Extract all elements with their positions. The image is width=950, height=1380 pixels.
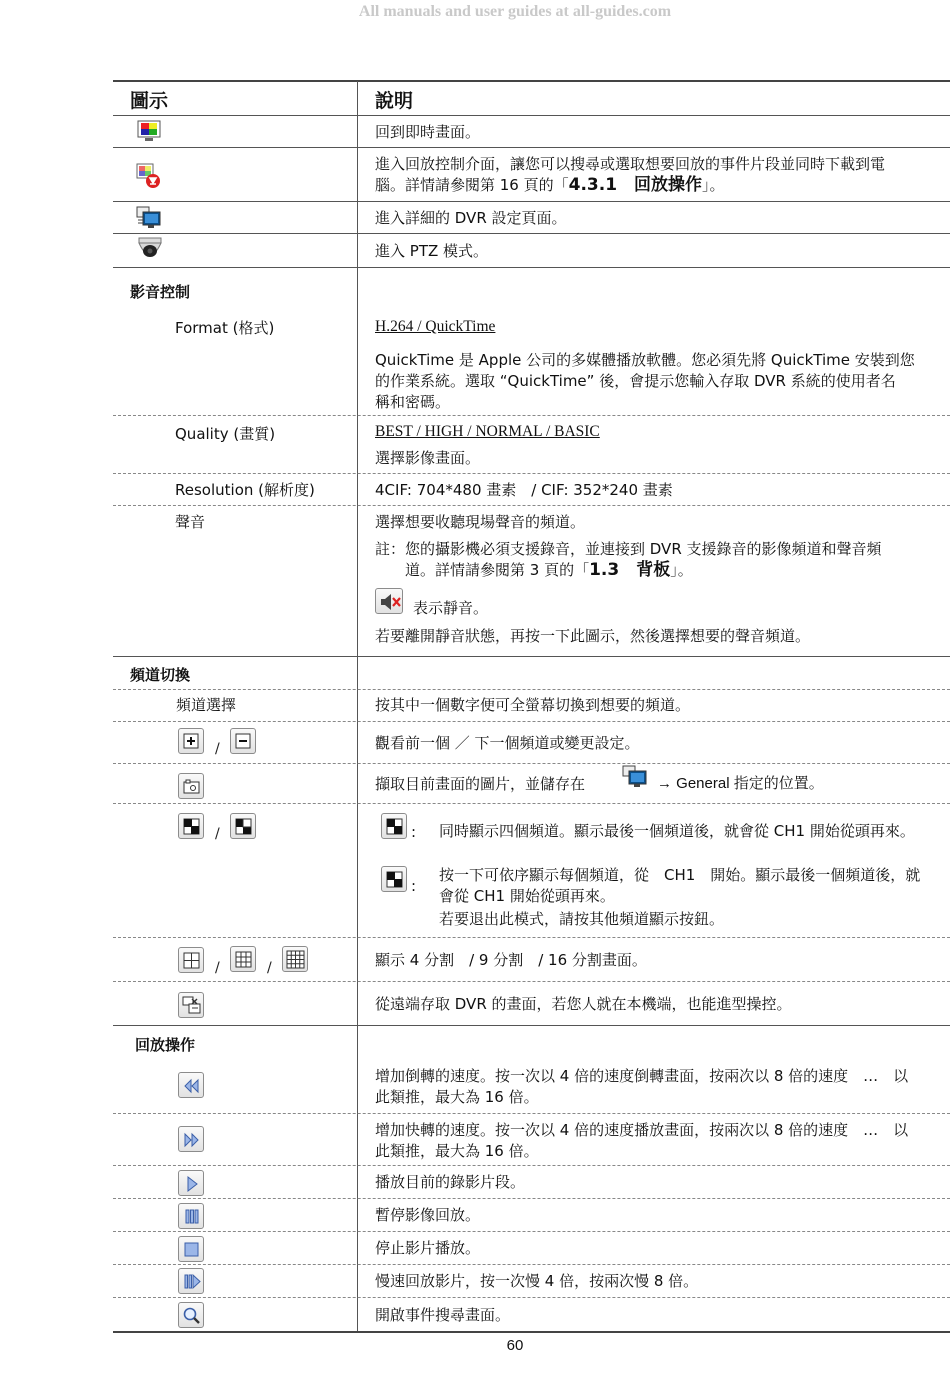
playback-ops-title: 回放操作 [135, 1036, 196, 1054]
playback-icon[interactable] [135, 162, 163, 194]
playback-desc-line1: 進入回放控制介面，讓您可以搜尋或選取想要回放的事件片段並同時下載到電 [375, 155, 886, 173]
av-control-title: 影音控制 [130, 283, 191, 301]
table-header [113, 80, 950, 116]
fast-forward-desc-line1: 增加快轉的速度。按一次以 4 倍的速度播放畫面，按兩次以 8 倍的速度 … 以 [375, 1121, 909, 1139]
table-row [113, 1265, 950, 1298]
table-bottom-rule [113, 1331, 950, 1333]
table-row [113, 1298, 950, 1331]
channel-select-desc: 按其中一個數字便可全螢幕切換到想要的頻道。 [375, 696, 691, 714]
sequence-desc-line1: 按一下可依序顯示每個頻道，從 CH1 開始。顯示最後一個頻道後，就 [439, 866, 921, 884]
channel-select-label: 頻道選擇 [176, 696, 237, 714]
snapshot-desc-a: 擷取目前畫面的圖片，並儲存在 [375, 775, 586, 793]
table-row [113, 202, 950, 234]
split-4-icon[interactable] [178, 947, 204, 973]
quad-view-icon[interactable] [178, 813, 204, 839]
table-row [113, 234, 950, 268]
sequence-desc-line2: 會從 CH1 開始從頭再來。 [439, 887, 615, 905]
live-view-desc: 回到即時畫面。 [375, 123, 481, 141]
section-header-av [113, 268, 950, 304]
live-view-icon[interactable] [137, 120, 161, 146]
slow-play-desc: 慢速回放影片，按一次慢 4 倍，按兩次慢 8 倍。 [375, 1272, 699, 1290]
slash-separator: / [215, 741, 220, 757]
table-row [113, 116, 950, 148]
table-row [113, 1166, 950, 1199]
page-number: 60 [506, 1337, 524, 1354]
table-row [113, 804, 950, 938]
sequence-view-icon [381, 866, 407, 892]
remote-desc: 從遠端存取 DVR 的畫面，若您人就在本機端，也能進型操控。 [375, 995, 792, 1013]
quad-view-desc: 同時顯示四個頻道。顯示最後一個頻道後，就會從 CH1 開始從頭再來。 [439, 822, 915, 840]
format-desc-line2: 的作業系統。選取 “QuickTime” 後，會提示您輸入存取 DVR 系統的使用者名 [375, 372, 896, 390]
playback-section-ref[interactable]: 4.3.1 回放操作 [568, 175, 703, 195]
back-panel-ref[interactable]: 1.3 背板 [589, 560, 671, 580]
table-row [113, 982, 950, 1026]
table-row [113, 689, 950, 722]
slash-separator: / [215, 826, 220, 842]
rewind-icon[interactable] [178, 1072, 204, 1098]
stop-icon[interactable] [178, 1236, 204, 1262]
split-16-icon[interactable] [282, 946, 308, 972]
dvr-setup-icon[interactable] [136, 206, 162, 234]
snapshot-camera-icon[interactable] [178, 773, 204, 799]
search-magnifier-icon[interactable] [178, 1302, 204, 1328]
split-9-icon[interactable] [230, 946, 256, 972]
colon: : [411, 877, 417, 895]
minus-icon[interactable] [230, 728, 256, 754]
fast-forward-icon[interactable] [178, 1126, 204, 1152]
table-row [113, 148, 950, 202]
ptz-desc: 進入 PTZ 模式。 [375, 242, 489, 260]
ptz-dome-camera-icon[interactable] [136, 237, 164, 269]
resolution-label: Resolution (解析度) [175, 481, 315, 499]
audio-note-line1: 註：您的攝影機必須支援錄音，並連接到 DVR 支援錄音的影像頻道和聲音頻 [375, 540, 882, 558]
sequence-desc-line3: 若要退出此模式，請按其他頻道顯示按鈕。 [439, 910, 725, 928]
rewind-desc-line1: 增加倒轉的速度。按一次以 4 倍的速度倒轉畫面，按兩次以 8 倍的速度 … 以 [375, 1067, 909, 1085]
dvr-setup-icon [622, 765, 648, 793]
table-row [113, 764, 950, 804]
table-row [113, 722, 950, 764]
play-desc: 播放目前的錄影片段。 [375, 1173, 526, 1191]
snapshot-desc-b: → General 指定的位置。 [657, 775, 824, 792]
quality-desc: 選擇影像畫面。 [375, 449, 481, 467]
table-row [113, 474, 950, 506]
unmute-desc: 若要離開靜音狀態，再按一下此圖示，然後選擇想要的聲音頻道。 [375, 627, 811, 645]
table-row [113, 1114, 950, 1166]
stop-desc: 停止影片播放。 [375, 1239, 481, 1257]
search-desc: 開啟事件搜尋畫面。 [375, 1306, 511, 1324]
plus-icon[interactable] [178, 728, 204, 754]
slow-play-icon[interactable] [178, 1268, 204, 1294]
table-row [113, 1199, 950, 1232]
audio-label: 聲音 [175, 513, 206, 531]
description-column-header: 說明 [375, 90, 414, 112]
table-row [113, 506, 950, 657]
fast-forward-desc-line2: 此類推，最大為 16 倍。 [375, 1142, 539, 1160]
quality-options[interactable]: BEST / HIGH / NORMAL / BASIC [375, 423, 600, 440]
slash-separator: / [215, 960, 220, 976]
audio-desc: 選擇想要收聽現場聲音的頻道。 [375, 513, 586, 531]
pause-icon[interactable] [178, 1203, 204, 1229]
table-row [113, 416, 950, 474]
section-header-playback [113, 1026, 950, 1060]
quality-label: Quality (畫質) [175, 425, 276, 443]
playback-desc-line2: 腦。詳情請參閱第 16 頁的「4.3.1 回放操作」。 [375, 175, 725, 195]
dvr-setup-desc: 進入詳細的 DVR 設定頁面。 [375, 209, 567, 227]
pause-desc: 暫停影像回放。 [375, 1206, 481, 1224]
channel-switch-title: 頻道切換 [130, 666, 191, 684]
resolution-options[interactable]: 4CIF: 704*480 畫素 / CIF: 352*240 畫素 [375, 481, 673, 499]
sequence-view-icon[interactable] [230, 813, 256, 839]
format-options[interactable]: H.264 / QuickTime [375, 318, 496, 335]
prev-next-desc: 觀看前一個 ／ 下一個頻道或變更設定。 [375, 734, 640, 752]
remote-control-icon[interactable] [178, 992, 204, 1018]
format-desc-line3: 稱和密碼。 [375, 393, 451, 411]
mute-speaker-icon[interactable] [375, 588, 403, 614]
section-header-channel [113, 657, 950, 689]
audio-note-line2: 道。詳情請參閱第 3 頁的「1.3 背板」。 [405, 560, 693, 580]
icon-column-header: 圖示 [130, 90, 169, 112]
colon: : [411, 823, 417, 841]
slash-separator: / [267, 960, 272, 976]
mute-desc: 表示靜音。 [413, 599, 489, 617]
table-row [113, 1232, 950, 1265]
watermark: All manuals and user guides at all-guides.com [358, 3, 672, 20]
table-row [113, 1060, 950, 1114]
table-row [113, 304, 950, 416]
quad-view-icon [381, 813, 407, 839]
rewind-desc-line2: 此類推，最大為 16 倍。 [375, 1088, 539, 1106]
play-icon[interactable] [178, 1170, 204, 1196]
table-row [113, 938, 950, 982]
format-label: Format (格式) [175, 319, 275, 337]
split-desc: 顯示 4 分割 / 9 分割 / 16 分割畫面。 [375, 951, 647, 969]
format-desc-line1: QuickTime 是 Apple 公司的多媒體播放軟體。您必須先將 QuickTime 安裝到您 [375, 351, 915, 369]
